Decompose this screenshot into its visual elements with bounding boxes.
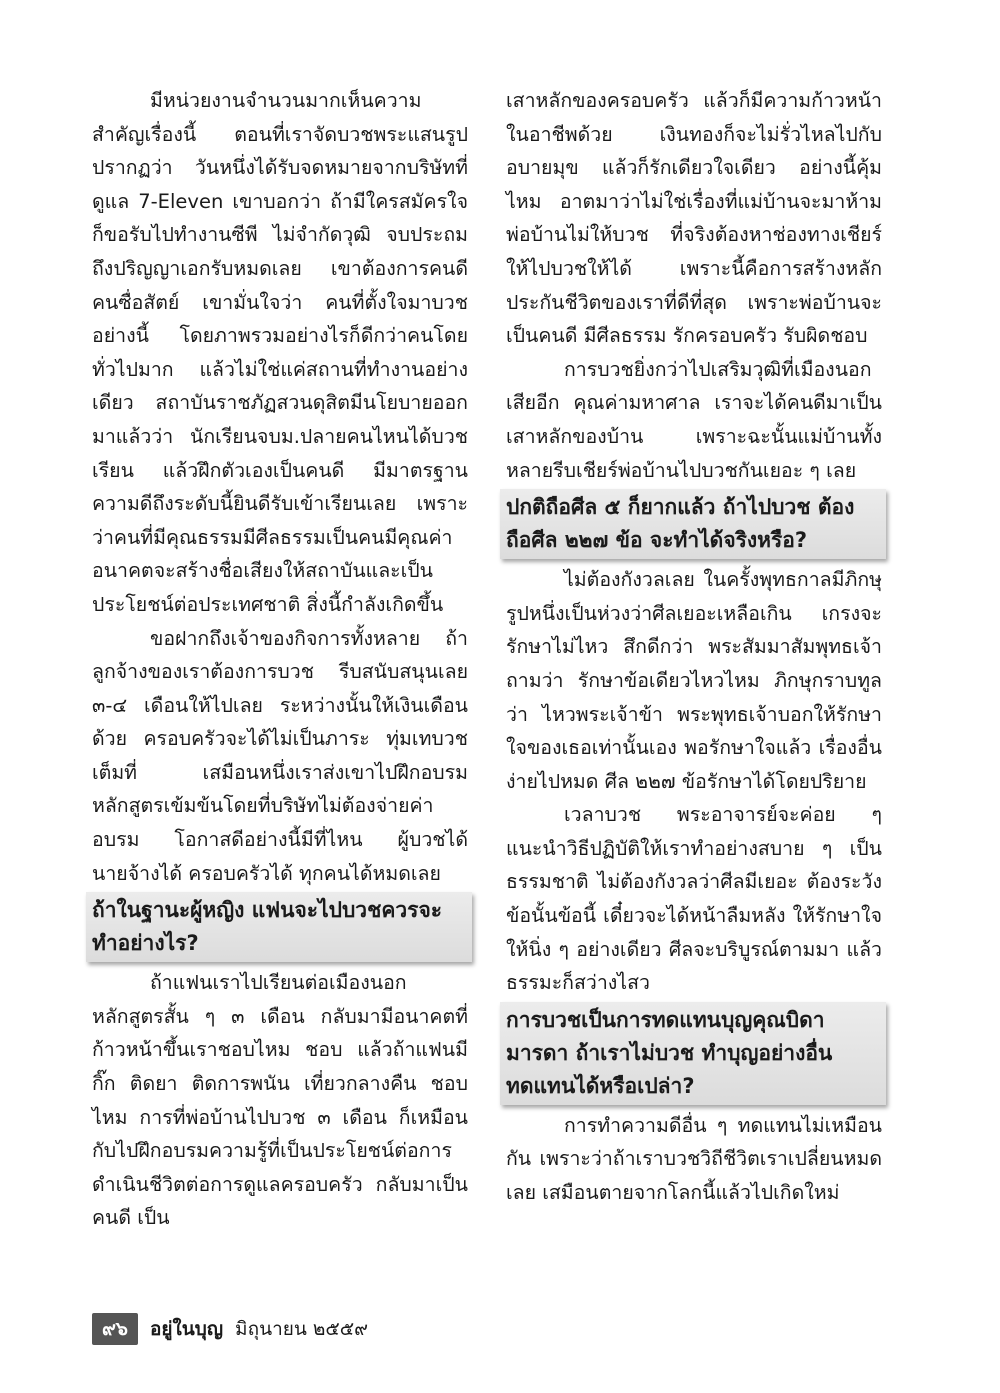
paragraph: ไม่ต้องกังวลเลย ในครั้งพุทธกาลมีภิกษุรูปหนึ่งเป็นห่วงว่าศีลเยอะเหลือเกิน เกรงจะรักษาไม่ไหว สึกดีกว่า พระสัมมาสัมพุทธเจ้าถามว่า รักษาข้อเดียวไหวไหม ภิกษุกราบทูลว่า ไหวพระเจ้าข้า พระพุทธเจ้าบอกให้รักษาใจของเธอเท่านั้นเอง พอรักษาใจแล้ว เรื่องอื่นง่ายไปหมด ศีล ๒๒๗ ข้อรักษาได้โดยปริยาย [506, 568, 882, 793]
question-heading: ปกติถือศีล ๕ ก็ยากแล้ว ถ้าไปบวช ต้องถือศีล ๒๒๗ ข้อ จะทำได้จริงหรือ? [500, 489, 886, 559]
page-number: ๙๖ [92, 1313, 138, 1345]
question-heading: การบวชเป็นการทดแทนบุญคุณบิดามารดา ถ้าเราไม่บวช ทำบุญอย่างอื่นทดแทนได้หรือเปล่า? [500, 1002, 886, 1105]
right-column [506, 84, 882, 1210]
page-footer [92, 1313, 368, 1345]
paragraph: ขอฝากถึงเจ้าของกิจการทั้งหลาย ถ้าลูกจ้างของเราต้องการบวช รีบสนับสนุนเลย ๓-๔ เดือนให้ไปเลย ระหว่างนั้นให้เงินเดือนด้วย ครอบครัวจะได้ไม่เป็นภาระ ทุ่มเทบวชเต็มที่ เสมือนหนึ่งเราส่งเขาไปฝึกอบรมหลักสูตรเข้มข้นโดยที่บริษัทไม่ต้องจ่ายค่าอบรม โอกาสดีอย่างนี้มีที่ไหน ผู้บวชได้นายจ้างได้ ครอบครัวได้ ทุกคนได้หมดเลย [92, 626, 468, 885]
paragraph: การบวชยิ่งกว่าไปเสริมวุฒิที่เมืองนอกเสียอีก คุณค่ามหาศาล เราจะได้คนดีมาเป็นเสาหลักของบ้าน เพราะฉะนั้นแม่บ้านทั้งหลายรีบเชียร์พ่อบ้านไปบวชกันเยอะ ๆ เลย [506, 357, 882, 482]
paragraph: ถ้าแฟนเราไปเรียนต่อเมืองนอก หลักสูตรสั้น ๆ ๓ เดือน กลับมามีอนาคตที่ก้าวหน้าขึ้นเราชอบไหม ชอบ แล้วถ้าแฟนมีกิ๊ก ติดยา ติดการพนัน เที่ยวกลางคืน ชอบไหม การที่พ่อบ้านไปบวช ๓ เดือน ก็เหมือนกับไปฝึกอบรมความรู้ที่เป็นประโยชน์ต่อการดำเนินชีวิตต่อการดูแลครอบครัว กลับมาเป็นคนดี เป็น [92, 971, 468, 1230]
paragraph: เวลาบวช พระอาจารย์จะค่อย ๆ แนะนำวิธีปฏิบัติให้เราทำอย่างสบาย ๆ เป็นธรรมชาติ ไม่ต้องกังวลว่าศีลมีเยอะ ต้องระวังข้อนั้นข้อนี้ เดี๋ยวจะได้หน้าลืมหลัง ให้รักษาใจให้นิ่ง ๆ อย่างเดียว ศีลจะบริบูรณ์ตามมา แล้วธรรมะก็สว่างไสว [506, 803, 882, 995]
paragraph: เสาหลักของครอบครัว แล้วก็มีความก้าวหน้าในอาชีพด้วย เงินทองก็จะไม่รั่วไหลไปกับอบายมุข แล้วก็รักเดียวใจเดียว อย่างนี้คุ้มไหม อาตมาว่าไม่ใช่เรื่องที่แม่บ้านจะมาห้ามพ่อบ้านไม่ให้บวช ที่จริงต้องหาช่องทางเชียร์ให้ไปบวชให้ได้ เพราะนี้คือการสร้างหลักประกันชีวิตของเราที่ดีที่สุด เพราะพ่อบ้านจะเป็นคนดี มีศีลธรรม รักครอบครัว รับผิดชอบ [506, 89, 882, 348]
magazine-title: อยู่ในบุญ [149, 1318, 224, 1340]
question-heading: ถ้าในฐานะผู้หญิง แฟนจะไปบวชควรจะทำอย่างไร? [86, 892, 472, 962]
issue-date: มิถุนายน ๒๕๕๙ [235, 1318, 369, 1340]
paragraph: การทำความดีอื่น ๆ ทดแทนไม่เหมือนกัน เพราะว่าถ้าเราบวชวิถีชีวิตเราเปลี่ยนหมดเลย เสมือนตายจากโลกนี้แล้วไปเกิดใหม่ [506, 1113, 882, 1205]
left-column [92, 84, 468, 1235]
paragraph: มีหน่วยงานจำนวนมากเห็นความสำคัญเรื่องนี้ ตอนที่เราจัดบวชพระแสนรูป ปรากฏว่า วันหนึ่งได้รับจดหมายจากบริษัทที่ดูแล 7-Eleven เขาบอกว่า ถ้ามีใครสมัครใจก็ขอรับไปทำงานซีพี ไม่จำกัดวุฒิ จบประถมถึงปริญญาเอกรับหมดเลย เขาต้องการคนดีคนซื่อสัตย์ เขามั่นใจว่า คนที่ตั้งใจมาบวชอย่างนี้ โดยภาพรวมอย่างไรก็ดีกว่าคนโดยทั่วไปมาก แล้วไม่ใช่แค่สถานที่ทำงานอย่างเดียว สถาบันราชภัฏสวนดุสิตมีนโยบายออกมาแล้วว่า นักเรียนจบม.ปลายคนไหนได้บวชเรียน แล้วฝึกตัวเองเป็นคนดี มีมาตรฐานความดีถึงระดับนี้ยินดีรับเข้าเรียนเลย เพราะว่าคนที่มีคุณธรรมมีศีลธรรมเป็นคนมีคุณค่าอนาคตจะสร้างชื่อเสียงให้สถาบันและเป็นประโยชน์ต่อประเทศชาติ สิ่งนี้กำลังเกิดขึ้น [92, 89, 468, 616]
